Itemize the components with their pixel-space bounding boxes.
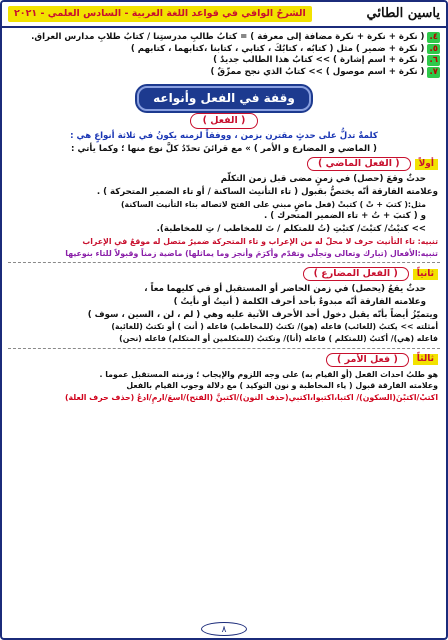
item-text: ( نكرة + اسم موصول ) >> كتابُ الذي نجح ممزّقٌ )	[210, 67, 425, 78]
section-title: ( فعل الأمر )	[326, 353, 409, 367]
types-line: ( الماضي و المضارع و الأمر ) » مع قرائنَ تحدّدُ كلَّ نوع منها ؛ وكما يأتي :	[71, 143, 377, 154]
list-item	[8, 55, 440, 66]
item-text: ( نكرة + نكرة + نكرة مضافة إلى معرفة ) = كتابُ طالبِ مدرستِنا / كتابُ طلابِ مدارس العراق.	[31, 32, 425, 42]
note-line: تنبيه:الأفعال (تبارك وتعالى وتجلّى وتقدّم وأكرَمَ وأنجز وما يماثلها) ماضية زمناً وقبولاً للتاء بنوعيها	[65, 248, 438, 258]
text-line: ويتميّزُ أيضاً بأنّه يقبل دخول أحد الأحرف الآتية عليه وهي ( لم ، لن ، السين ، سوف )	[87, 309, 438, 320]
section-imperative	[10, 353, 438, 367]
section-banner-wrap	[2, 86, 446, 111]
item-text: ( نكرة + ضمير ) مثل ( كتابُه ، كتابُكَ ، كتابي ، كتابنا ،كتابهما ، كتابهم )	[130, 43, 425, 54]
page-header	[2, 2, 446, 28]
text-line: >> كتبْتُ/ كتبْتَ/ كتبْتِ (تُ للمتكلم / تَ للمخاطب / تِ للمخاطبة).	[156, 224, 426, 235]
divider	[8, 262, 440, 263]
item-number: ٥.	[429, 43, 438, 54]
content-body-3	[2, 353, 446, 403]
item-number: ٤.	[429, 32, 438, 42]
section-number: أولاً	[415, 159, 438, 170]
text-line: اكتبْ/اكتبْنَ(السكون)/ اكتبا،اكتبوا،اكتبي(حذف النون)/اكتبنَّ (الفتح)/اسعَ/ارمِ/ادعُ (حذف حرف العلة)	[64, 393, 438, 403]
item-number: ٧.	[429, 67, 438, 78]
list-item	[8, 44, 440, 55]
author-name: ياسين الطائي	[366, 5, 440, 21]
section-number: ثانياً	[413, 269, 438, 280]
section-title: ( الفعل الماضي )	[307, 157, 411, 171]
text-line: حدثٌ وقعَ (حصل) في زمنٍ مضى قبل زمن التكلّم	[220, 174, 426, 185]
text-line: وعلامته الفارقة أنّه يختصُّ بقبول ( تاء التأنيث الساكنة / أو تاء الضمير المتحركة ) .	[96, 186, 438, 197]
text-line: و ( كتبَ + تُ + تاء الضمير المتحرك ) .	[264, 211, 426, 222]
item-number: ٦.	[429, 55, 438, 66]
top-list	[2, 28, 446, 81]
text-line: وعلامته الفارقة قبول ( ياء المخاطبة و نون التوكيد ) مع دلالة وجوب القيام بالفعل	[126, 381, 438, 391]
section-number: ثالثاً	[413, 354, 438, 365]
subheading-label: ( الفعل )	[190, 113, 259, 129]
list-item	[8, 32, 440, 43]
header-title: الشرحُ الوافي في قواعد اللغة العربية - السادس العلمي - ٢٠٢١	[8, 6, 312, 22]
list-item	[8, 67, 440, 78]
text-line: مثل:( كتبَ + تْ ) كتبتْ (فعل ماضٍ مبني على الفتح لاتصاله بتاء التأنيث الساكنة)	[120, 199, 426, 209]
subheading	[2, 113, 446, 129]
section-banner: وقفة في الفعل وأنواعه	[137, 86, 311, 111]
page-number: ٨	[201, 622, 247, 636]
text-line: وعلامته الفارقة أنّه مبدوءٌ بأحد أحرف الكلمة ( أنيتُ أو نأيتُ )	[173, 296, 426, 307]
definition-line: كلمةٌ تدلُّ على حدثٍ مقترن بزمن ، ووفقاً لزمنه يكونُ في ثلاثة أنواعٍ هي :	[70, 130, 378, 141]
text-line: هو طلبُ احداث الفعل (أو القيام به) على وجه اللزوم والإيجاب ؛ وزمنه المستقبل عموما .	[99, 369, 438, 379]
text-line: أمثلته >> يكتبُ (للغائب) فاعله (هو)/ تكتبُ (للمخاطب) فاعله ( أنت ) أو تكتبُ (للغائبة)	[111, 322, 438, 332]
note-line: تنبيه: تاء التأنيث حرف لا محلّ له من الإعراب و تاء المتحركة ضميرٌ متصل له موقعٌ في الإعراب	[82, 236, 438, 246]
divider	[8, 348, 440, 349]
page-footer	[2, 622, 446, 636]
item-text: ( نكرة + اسم إشارة ) >> كتابُ هذا الطالب جديدٌ )	[213, 55, 425, 66]
section-title: ( الفعل المضارع )	[303, 267, 409, 281]
section-past	[10, 157, 438, 171]
content-body-2	[2, 267, 446, 344]
text-line: فاعله (هي)/ أكتبُ (للمتكلم ) فاعله (أنا)/ ونكتبُ (للمتكلمين أو المتكلم) فاعله (نحن)	[119, 334, 438, 344]
text-line: حدثٌ يقعُ (يحصل) في زمن الحاضر أو المستقبل أو في كليهما معاً ،	[144, 284, 426, 295]
content-body	[2, 131, 446, 258]
section-present	[10, 267, 438, 281]
